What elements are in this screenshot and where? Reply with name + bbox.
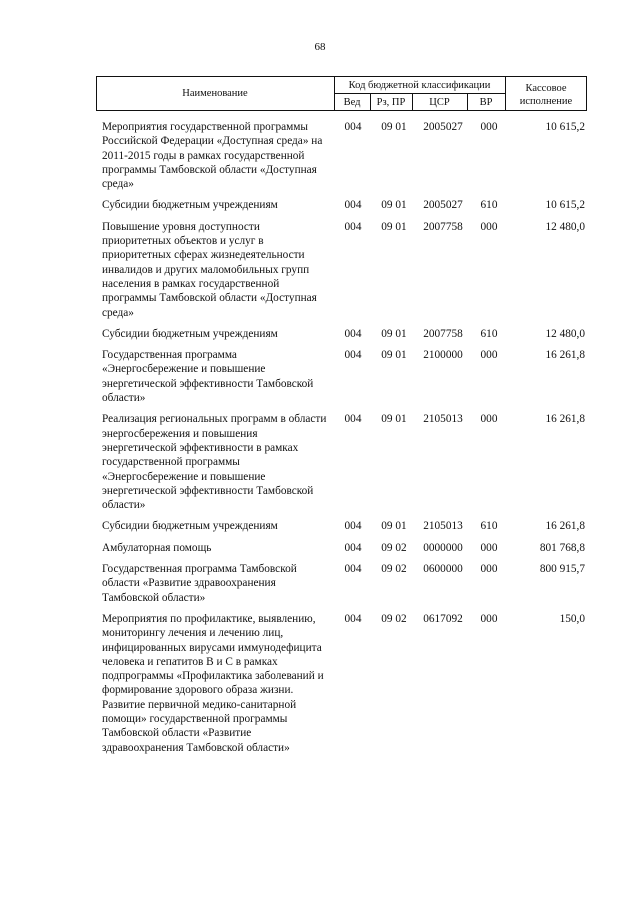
row-amount: 801 768,8 [539, 541, 585, 554]
table-row [0, 541, 640, 555]
header-vr: ВР [479, 97, 493, 108]
header-rz-pr: Рз, ПР [376, 97, 406, 108]
row-rz-pr: 09 02 [381, 541, 407, 554]
header-divider [334, 93, 505, 94]
row-csr: 0000000 [423, 541, 463, 554]
row-csr: 2007758 [423, 327, 463, 340]
row-name: Субсидии бюджетным учреждениям [102, 327, 278, 340]
row-vr: 000 [480, 413, 498, 426]
row-ved: 004 [344, 199, 362, 212]
row-vr: 610 [480, 520, 498, 533]
row-csr: 2100000 [423, 349, 463, 362]
row-amount: 10 615,2 [545, 199, 585, 212]
row-rz-pr: 09 01 [381, 220, 407, 233]
row-rz-pr: 09 01 [381, 413, 407, 426]
row-name: Реализация региональных программ в области энергосбережения и повышения энергетической эффективности в рамках государственной программы «Энергосбережение и повышение энергетической эффективности Тамбовской области» [102, 413, 327, 512]
row-csr: 2005027 [423, 199, 463, 212]
row-name: Амбулаторная помощь [102, 541, 212, 554]
row-amount: 10 615,2 [545, 121, 585, 133]
row-rz-pr: 09 01 [381, 349, 407, 362]
page-number: 68 [314, 41, 326, 53]
row-amount: 800 915,7 [539, 563, 585, 576]
table-body [0, 120, 640, 762]
row-rz-pr: 09 01 [381, 121, 407, 133]
row-rz-pr: 09 02 [381, 612, 407, 625]
row-ved: 004 [344, 563, 362, 576]
row-ved: 004 [344, 220, 362, 233]
row-csr: 2105013 [423, 520, 463, 533]
header-name: Наименование [182, 88, 248, 99]
row-name: Государственная программа Тамбовской области «Развитие здравоохранения Тамбовской области» [102, 563, 297, 604]
row-vr: 610 [480, 327, 498, 340]
row-ved: 004 [344, 520, 362, 533]
row-amount: 16 261,8 [545, 413, 585, 426]
row-ved: 004 [344, 349, 362, 362]
row-vr: 000 [480, 563, 498, 576]
row-vr: 000 [480, 541, 498, 554]
table-row [0, 120, 640, 191]
row-ved: 004 [344, 327, 362, 340]
row-ved: 004 [344, 541, 362, 554]
table-row [0, 612, 640, 755]
row-vr: 000 [480, 121, 498, 133]
header-csr: ЦСР [429, 97, 450, 108]
row-csr: 2007758 [423, 220, 463, 233]
row-vr: 000 [480, 349, 498, 362]
row-rz-pr: 09 02 [381, 563, 407, 576]
row-ved: 004 [344, 121, 362, 133]
table-row [0, 412, 640, 512]
row-amount: 12 480,0 [545, 327, 585, 340]
row-rz-pr: 09 01 [381, 327, 407, 340]
row-ved: 004 [344, 612, 362, 625]
table-row [0, 348, 640, 405]
row-vr: 610 [480, 199, 498, 212]
header-ved: Вед [343, 97, 361, 108]
header-classification: Код бюджетной классификации [348, 80, 491, 91]
row-amount: 12 480,0 [545, 220, 585, 233]
row-csr: 0617092 [423, 612, 463, 625]
row-name: Мероприятия государственной программы Российской Федерации «Доступная среда» на 2011-2015 годы в рамках государственной программы Тамбовской области «Доступная среда» [102, 121, 323, 191]
row-name: Государственная программа «Энергосбережение и повышение энергетической эффективности Тамбовской области» [102, 349, 314, 405]
row-name: Мероприятия по профилактике, выявлению, мониторингу лечения и лечению лиц, инфицированных вирусами иммунодефицита человека и гепатитов B и C в рамках подпрограммы «Профилактика заболеваний и формирование здорового образа жизни. Развитие первичной медико-санитарной помощи» государственной программы Тамбовской области «Развитие здравоохранения Тамбовской области» [102, 612, 324, 754]
row-rz-pr: 09 01 [381, 199, 407, 212]
table-row [0, 327, 640, 341]
table-row [0, 519, 640, 533]
row-name: Повышение уровня доступности приоритетных объектов и услуг в приоритетных сферах жизнедеятельности инвалидов и других маломобильных групп населения в рамках государственной программы Тамбовской области «Доступная среда» [102, 220, 317, 319]
row-vr: 000 [480, 220, 498, 233]
header-execution-2: исполнение [519, 96, 573, 107]
row-ved: 004 [344, 413, 362, 426]
row-csr: 2005027 [423, 121, 463, 133]
row-csr: 2105013 [423, 413, 463, 426]
table-row [0, 562, 640, 605]
table-header [96, 76, 587, 111]
header-execution-1: Кассовое [525, 83, 567, 94]
table-row [0, 198, 640, 212]
row-name: Субсидии бюджетным учреждениям [102, 520, 278, 533]
row-amount: 150,0 [559, 612, 585, 625]
row-name: Субсидии бюджетным учреждениям [102, 199, 278, 212]
row-amount: 16 261,8 [545, 349, 585, 362]
row-vr: 000 [480, 612, 498, 625]
row-amount: 16 261,8 [545, 520, 585, 533]
row-rz-pr: 09 01 [381, 520, 407, 533]
table-row [0, 220, 640, 320]
row-csr: 0600000 [423, 563, 463, 576]
